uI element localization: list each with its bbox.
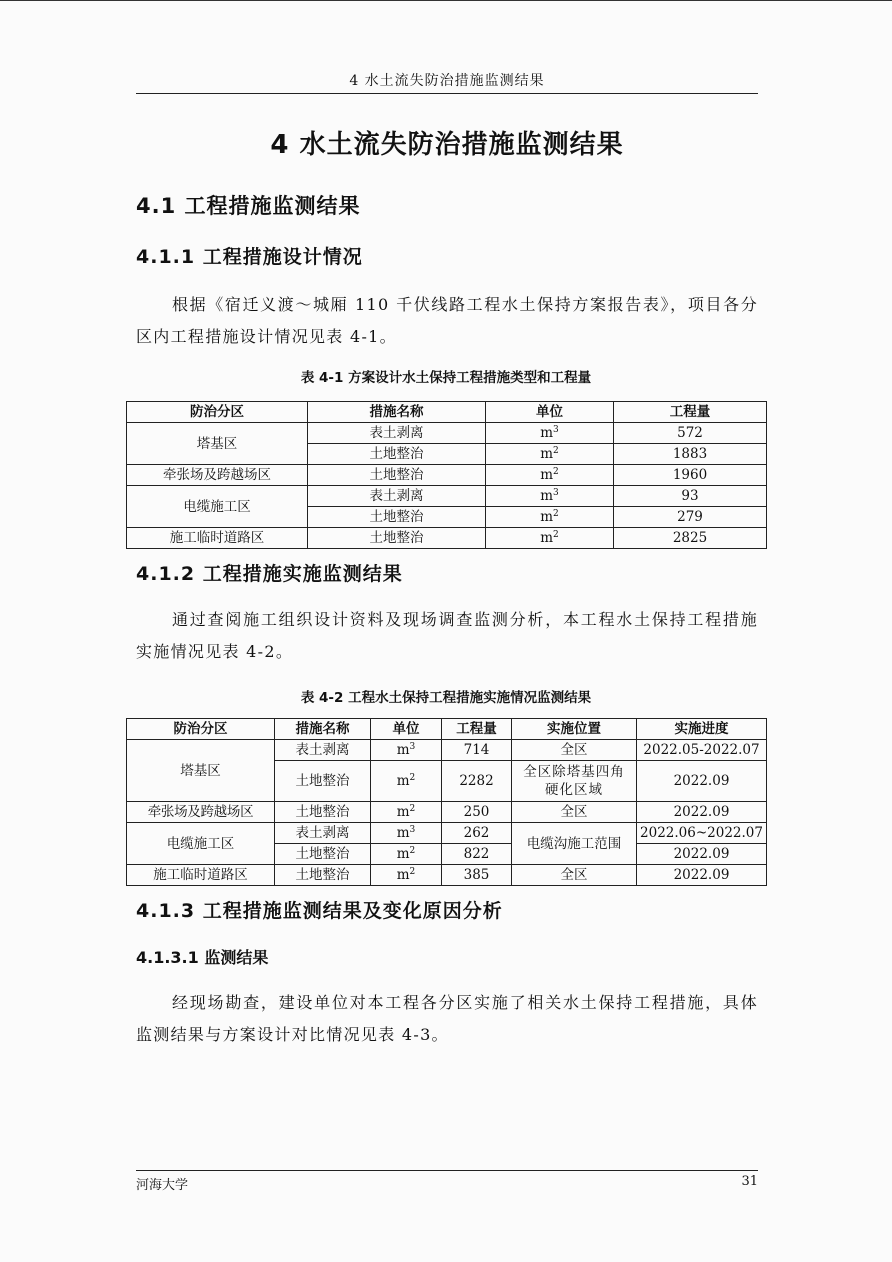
table-row xyxy=(127,740,767,761)
location-cell: 全区 xyxy=(512,740,637,761)
paragraph-4-1-3-1: 经现场勘查，建设单位对本工程各分区实施了相关水土保持工程措施，具体监测结果与方案设计对比情况见表 4-3。 xyxy=(136,993,758,1044)
zone-cell: 施工临时道路区 xyxy=(127,865,275,886)
measure-cell: 表土剥离 xyxy=(275,823,371,844)
table-row xyxy=(127,528,767,549)
unit-cell: $m^2$ xyxy=(486,528,614,549)
progress-cell: 2022.05-2022.07 xyxy=(637,740,767,761)
progress-cell: 2022.06~2022.07 xyxy=(637,823,767,844)
quantity-cell: 2282 xyxy=(442,761,512,802)
header-cell: 单位 xyxy=(486,402,614,423)
quantity-cell: 250 xyxy=(442,802,512,823)
table-row xyxy=(127,823,767,844)
zone-cell: 牵张场及跨越场区 xyxy=(127,465,308,486)
measure-cell: 土地整治 xyxy=(308,465,486,486)
unit-cell: $m^3$ xyxy=(486,423,614,444)
page-number: 31 xyxy=(741,1174,758,1189)
header-cell: 措施名称 xyxy=(275,719,371,740)
header-cell: 防治分区 xyxy=(127,719,275,740)
measure-cell: 土地整治 xyxy=(308,528,486,549)
header-cell: 工程量 xyxy=(442,719,512,740)
section-heading-4-1-3: 4.1.3 工程措施监测结果及变化原因分析 xyxy=(136,900,503,922)
measure-cell: 土地整治 xyxy=(275,802,371,823)
quantity-cell: 714 xyxy=(442,740,512,761)
footer-rule xyxy=(136,1170,758,1171)
unit-cell: $m^2$ xyxy=(486,465,614,486)
section-heading-4-1: 4.1 工程措施监测结果 xyxy=(136,194,361,218)
quantity-cell: 2825 xyxy=(614,528,767,549)
location-cell: 全区除塔基四角硬化区域 xyxy=(512,761,637,802)
table-4-1 xyxy=(126,401,767,549)
top-border xyxy=(0,0,892,1)
unit-cell: $m^2$ xyxy=(486,444,614,465)
quantity-cell: 279 xyxy=(614,507,767,528)
zone-cell: 塔基区 xyxy=(127,740,275,802)
location-cell: 全区 xyxy=(512,865,637,886)
table-row xyxy=(127,865,767,886)
measure-cell: 土地整治 xyxy=(308,507,486,528)
unit-cell: $m^2$ xyxy=(371,802,442,823)
unit-cell: $m^3$ xyxy=(371,740,442,761)
unit-cell: $m^2$ xyxy=(371,844,442,865)
header-cell: 单位 xyxy=(371,719,442,740)
progress-cell: 2022.09 xyxy=(637,865,767,886)
header-cell: 实施位置 xyxy=(512,719,637,740)
measure-cell: 表土剥离 xyxy=(275,740,371,761)
measure-cell: 土地整治 xyxy=(275,844,371,865)
zone-cell: 牵张场及跨越场区 xyxy=(127,802,275,823)
unit-cell: $m^2$ xyxy=(371,761,442,802)
unit-cell: $m^3$ xyxy=(486,486,614,507)
table-header-row xyxy=(127,402,767,423)
running-header: 4 水土流失防治措施监测结果 xyxy=(349,73,545,89)
quantity-cell: 93 xyxy=(614,486,767,507)
location-cell: 电缆沟施工范围 xyxy=(512,823,637,865)
progress-cell: 2022.09 xyxy=(637,802,767,823)
quantity-cell: 262 xyxy=(442,823,512,844)
header-rule xyxy=(136,93,758,94)
footer-organization: 河海大学 xyxy=(136,1178,189,1193)
section-heading-4-1-1: 4.1.1 工程措施设计情况 xyxy=(136,246,363,268)
measure-cell: 表土剥离 xyxy=(308,423,486,444)
header-cell: 工程量 xyxy=(614,402,767,423)
chapter-title: 4 水土流失防治措施监测结果 xyxy=(270,130,624,160)
measure-cell: 土地整治 xyxy=(308,444,486,465)
section-heading-4-1-2: 4.1.2 工程措施实施监测结果 xyxy=(136,563,403,585)
section-heading-4-1-3-1: 4.1.3.1 监测结果 xyxy=(136,948,269,967)
measure-cell: 土地整治 xyxy=(275,865,371,886)
zone-cell: 塔基区 xyxy=(127,423,308,465)
unit-cell: $m^2$ xyxy=(486,507,614,528)
unit-cell: $m^3$ xyxy=(371,823,442,844)
quantity-cell: 385 xyxy=(442,865,512,886)
table-row xyxy=(127,465,767,486)
table-row xyxy=(127,423,767,444)
quantity-cell: 1883 xyxy=(614,444,767,465)
header-cell: 实施进度 xyxy=(637,719,767,740)
paragraph-4-1-2: 通过查阅施工组织设计资料及现场调查监测分析，本工程水土保持工程措施实施情况见表 4-2。 xyxy=(136,610,758,661)
table-4-2 xyxy=(126,718,767,886)
quantity-cell: 572 xyxy=(614,423,767,444)
table-4-2-caption: 表 4-2 工程水土保持工程措施实施情况监测结果 xyxy=(300,690,592,706)
table-row xyxy=(127,802,767,823)
paragraph-4-1-1: 根据《宿迁义渡～城厢 110 千伏线路工程水土保持方案报告表》，项目各分区内工程措施设计情况见表 4-1。 xyxy=(136,295,758,346)
header-cell: 防治分区 xyxy=(127,402,308,423)
quantity-cell: 822 xyxy=(442,844,512,865)
header-cell: 措施名称 xyxy=(308,402,486,423)
progress-cell: 2022.09 xyxy=(637,761,767,802)
table-4-1-caption: 表 4-1 方案设计水土保持工程措施类型和工程量 xyxy=(300,370,592,386)
progress-cell: 2022.09 xyxy=(637,844,767,865)
table-row xyxy=(127,486,767,507)
zone-cell: 施工临时道路区 xyxy=(127,528,308,549)
unit-cell: $m^2$ xyxy=(371,865,442,886)
measure-cell: 土地整治 xyxy=(275,761,371,802)
zone-cell: 电缆施工区 xyxy=(127,823,275,865)
measure-cell: 表土剥离 xyxy=(308,486,486,507)
zone-cell: 电缆施工区 xyxy=(127,486,308,528)
table-header-row xyxy=(127,719,767,740)
quantity-cell: 1960 xyxy=(614,465,767,486)
location-cell: 全区 xyxy=(512,802,637,823)
